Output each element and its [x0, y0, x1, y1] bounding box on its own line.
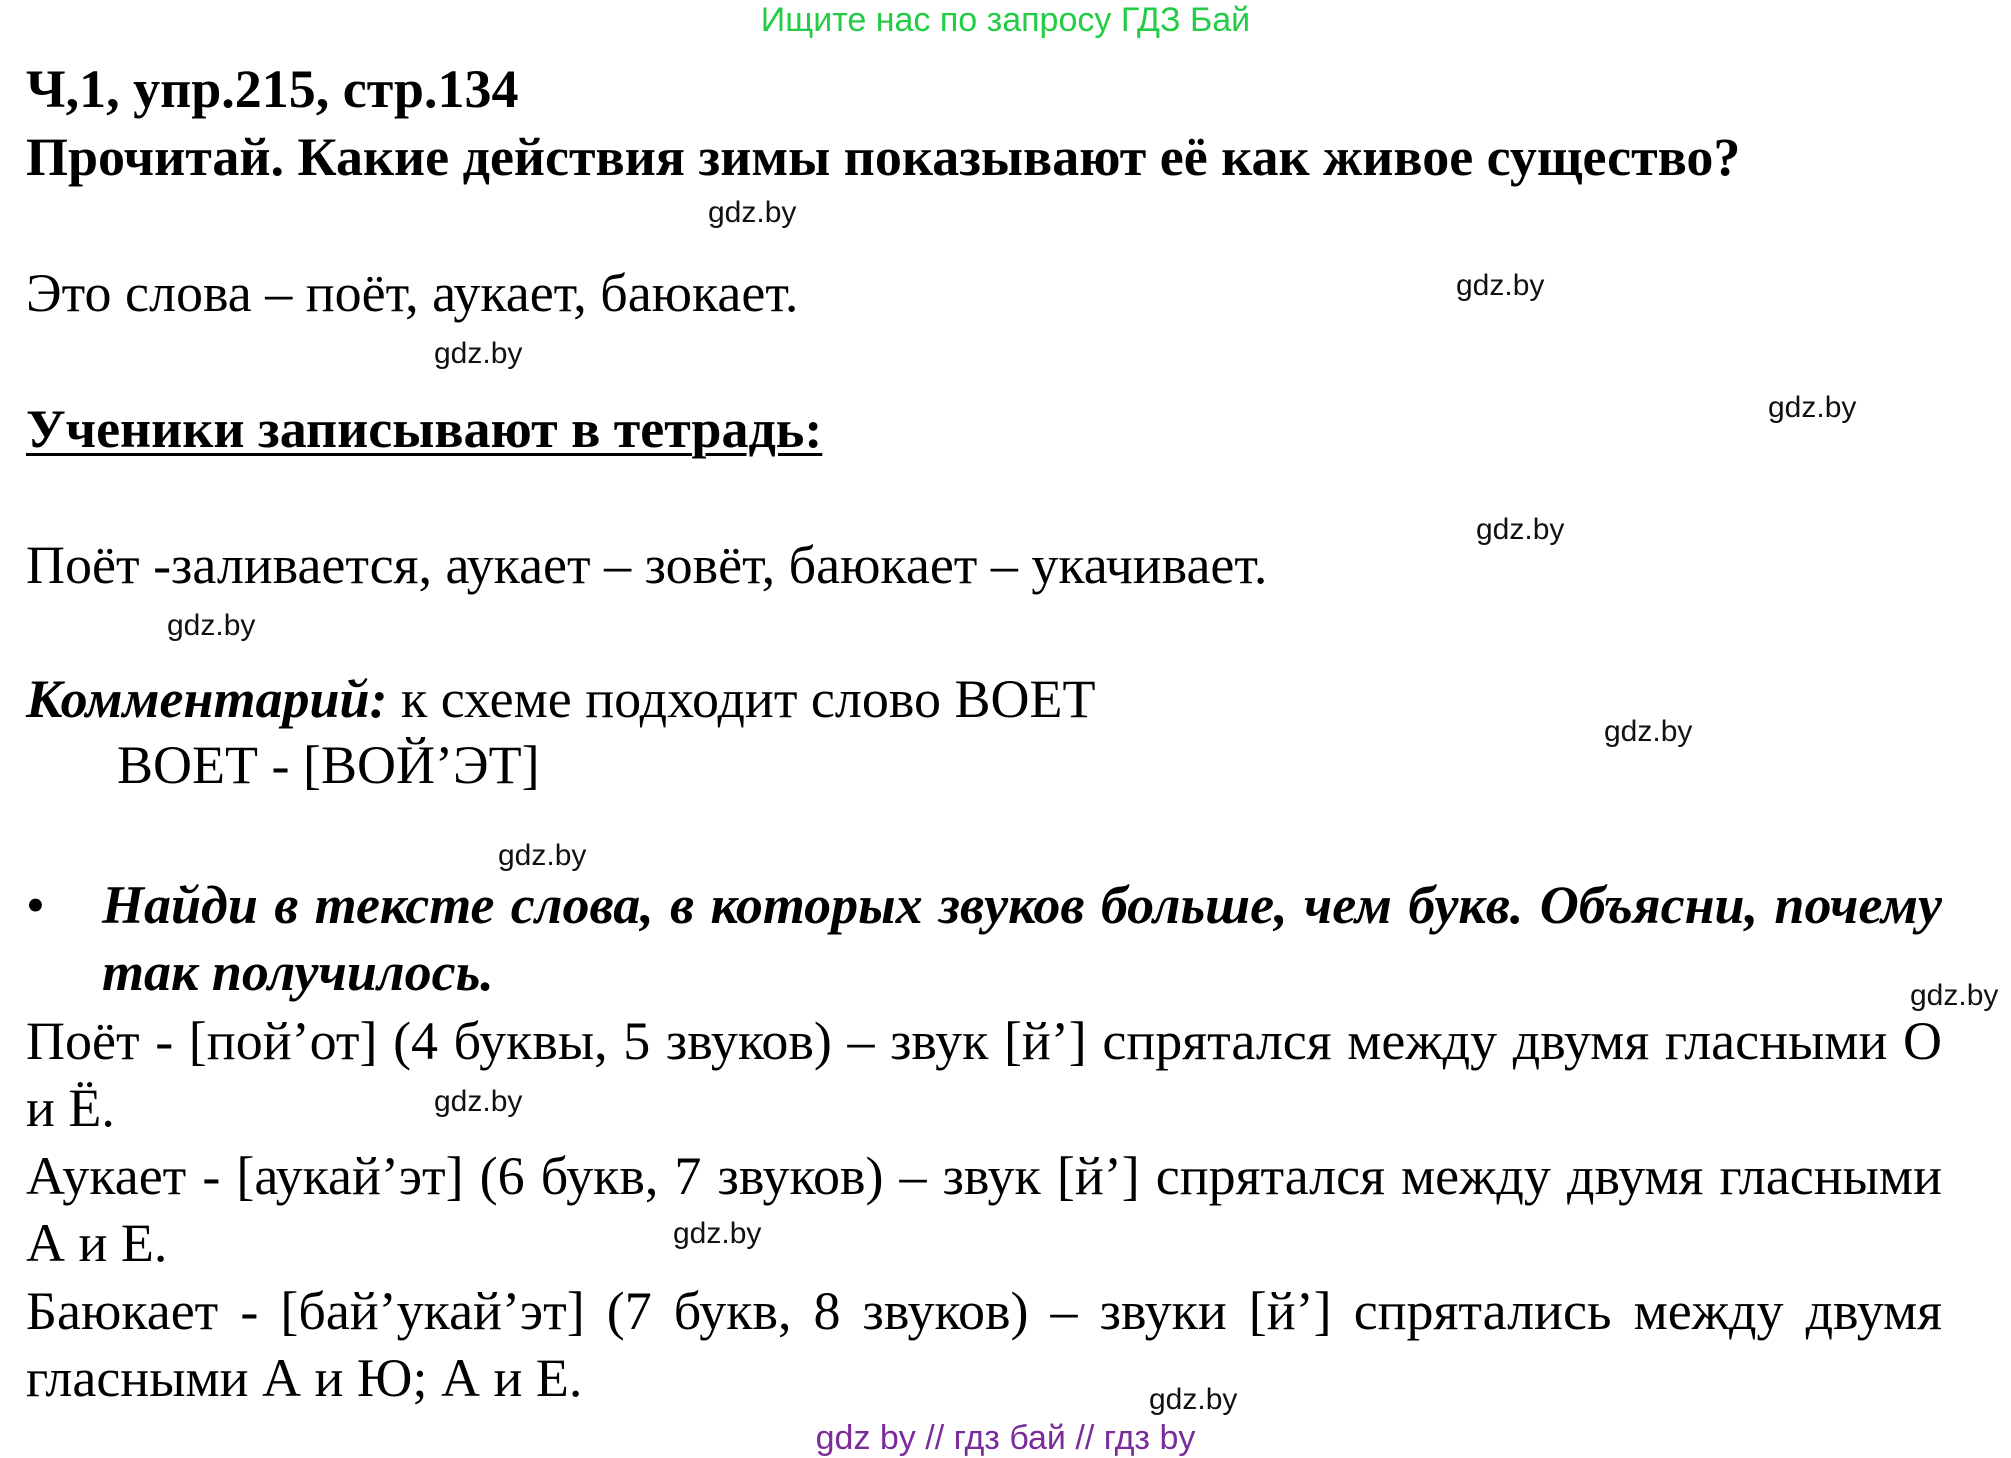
task-text: Найди в тексте слова, в которых звуков больше, чем букв. Объясни, почему так получилось. — [102, 875, 1942, 1002]
answer-words: Это слова – поёт, аукает, баюкает. — [26, 263, 799, 323]
watermark: gdz.by — [1604, 715, 1693, 748]
answer-poet: Поёт - [пой’от] (4 буквы, 5 звуков) – звук [й’] спрятался между двумя гласными О и Ё. — [26, 1011, 1942, 1138]
comment-transcription: ВОЕТ - [ВОЙ’ЭТ] — [117, 735, 540, 795]
exercise-reference: Ч,1, упр.215, стр.134 — [26, 59, 519, 119]
top-banner: Ищите нас по запросу ГДЗ Бай — [760, 1, 1251, 39]
watermark: gdz.by — [434, 337, 523, 370]
watermark: gdz.by — [434, 1085, 523, 1118]
watermark: gdz.by — [167, 609, 256, 642]
answer-aukaet: Аукает - [аукай’эт] (6 букв, 7 звуков) – звук [й’] спрятался между двумя гласными А и Е. — [26, 1146, 1942, 1273]
watermark: gdz.by — [673, 1217, 762, 1250]
watermark: gdz.by — [1456, 269, 1545, 302]
bullet-icon: • — [26, 875, 45, 935]
comment-label: Комментарий: — [26, 669, 388, 729]
watermark: gdz.by — [1149, 1383, 1238, 1416]
notebook-heading: Ученики записывают в тетрадь: — [26, 399, 823, 459]
watermark: gdz.by — [1768, 391, 1857, 424]
watermark: gdz.by — [498, 839, 587, 872]
watermark: gdz.by — [1910, 979, 1999, 1012]
task — [26, 872, 1942, 1006]
notebook-text: Поёт -заливается, аукает – зовёт, баюкает – укачивает. — [26, 535, 1268, 595]
comment-text: к схеме подходит слово ВОЕТ — [401, 669, 1096, 729]
exercise-question: Прочитай. Какие действия зимы показывают её как живое существо? — [26, 127, 1741, 187]
comment-line — [26, 668, 1095, 730]
watermark: gdz.by — [1476, 513, 1565, 546]
answer-bayukaet: Баюкает - [бай’укай’эт] (7 букв, 8 звуков) – звуки [й’] спрятались между двумя гласными А и Ю; А и Е. — [26, 1281, 1942, 1408]
footer: gdz by // гдз бай // гдз by — [815, 1419, 1196, 1457]
watermark: gdz.by — [708, 196, 797, 229]
